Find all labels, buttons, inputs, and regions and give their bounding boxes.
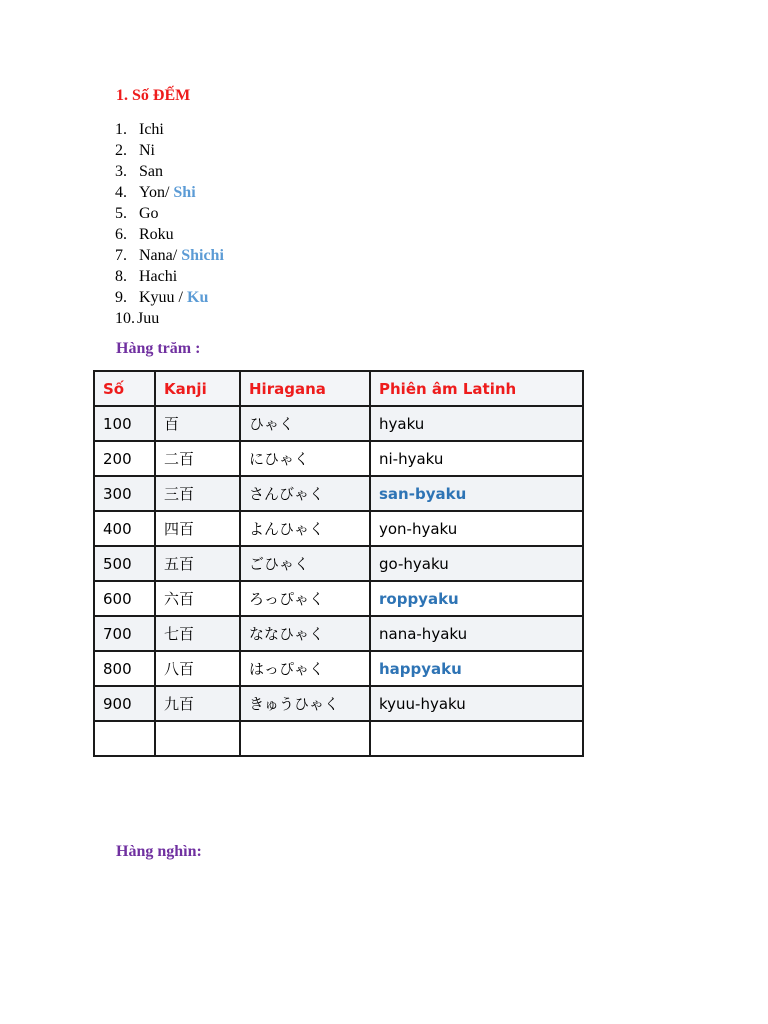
cell-hiragana: ごひゃく: [240, 546, 370, 581]
list-item: [115, 182, 224, 203]
cell-latin: [370, 721, 583, 756]
cell-number: [94, 721, 155, 756]
cell-number: 200: [94, 441, 155, 476]
cell-kanji: 三百: [155, 476, 240, 511]
cell-kanji: 八百: [155, 651, 240, 686]
cell-kanji: 六百: [155, 581, 240, 616]
cell-latin: ni-hyaku: [370, 441, 583, 476]
cell-number: 400: [94, 511, 155, 546]
cell-number: 900: [94, 686, 155, 721]
list-item: [115, 287, 224, 308]
cell-latin: nana-hyaku: [370, 616, 583, 651]
list-text: Kyuu /: [139, 289, 187, 306]
cell-hiragana: ひゃく: [240, 406, 370, 441]
list-text: Ichi: [139, 121, 164, 138]
column-header-kanji: Kanji: [155, 371, 240, 406]
cell-hiragana: はっぴゃく: [240, 651, 370, 686]
section-heading-counting: 1. Số ĐẾM: [116, 87, 191, 104]
cell-kanji: 七百: [155, 616, 240, 651]
cell-kanji: 百: [155, 406, 240, 441]
list-number: 1.: [115, 121, 127, 138]
counting-list: [115, 119, 224, 329]
cell-kanji: 五百: [155, 546, 240, 581]
table-row: [94, 581, 583, 616]
list-text: Yon/: [139, 184, 174, 201]
list-number: 7.: [115, 247, 127, 264]
cell-kanji: 四百: [155, 511, 240, 546]
cell-kanji: 九百: [155, 686, 240, 721]
cell-number: 700: [94, 616, 155, 651]
list-number: 4.: [115, 184, 127, 201]
list-alt-reading: Shichi: [181, 247, 224, 264]
list-number: 2.: [115, 142, 127, 159]
list-alt-reading: Shi: [173, 184, 196, 201]
list-text: Juu: [137, 310, 160, 327]
cell-kanji: [155, 721, 240, 756]
list-item: [115, 224, 224, 245]
table-row: [94, 406, 583, 441]
list-text: Roku: [139, 226, 174, 243]
list-number: 3.: [115, 163, 127, 180]
table-row: [94, 651, 583, 686]
table-row: [94, 546, 583, 581]
cell-number: 100: [94, 406, 155, 441]
table-row: [94, 476, 583, 511]
cell-kanji: 二百: [155, 441, 240, 476]
cell-hiragana: にひゃく: [240, 441, 370, 476]
list-item: [115, 245, 224, 266]
list-item: [115, 140, 224, 161]
cell-number: 500: [94, 546, 155, 581]
cell-latin: kyuu-hyaku: [370, 686, 583, 721]
column-header-hiragana: Hiragana: [240, 371, 370, 406]
cell-latin: yon-hyaku: [370, 511, 583, 546]
cell-latin-highlighted: happyaku: [370, 651, 583, 686]
table-row: [94, 441, 583, 476]
cell-latin-highlighted: roppyaku: [370, 581, 583, 616]
cell-hiragana: さんびゃく: [240, 476, 370, 511]
list-text: Ni: [139, 142, 155, 159]
cell-hiragana: きゅうひゃく: [240, 686, 370, 721]
list-alt-reading: Ku: [187, 289, 209, 306]
section-title-thousands: Hàng nghìn:: [116, 843, 202, 860]
list-item: [115, 266, 224, 287]
list-text: Nana/: [139, 247, 182, 264]
list-text: San: [139, 163, 163, 180]
table-header-row: [94, 371, 583, 406]
list-text: Hachi: [139, 268, 178, 285]
cell-hiragana: よんひゃく: [240, 511, 370, 546]
cell-number: 300: [94, 476, 155, 511]
cell-latin: hyaku: [370, 406, 583, 441]
column-header-number: Số: [94, 371, 155, 406]
cell-hiragana: ななひゃく: [240, 616, 370, 651]
cell-number: 600: [94, 581, 155, 616]
list-text: Go: [139, 205, 159, 222]
list-number: 8.: [115, 268, 127, 285]
cell-number: 800: [94, 651, 155, 686]
cell-latin-highlighted: san-byaku: [370, 476, 583, 511]
table-row: [94, 511, 583, 546]
hundreds-table: [93, 370, 584, 757]
table-row: [94, 686, 583, 721]
list-item: [115, 161, 224, 182]
column-header-latin: Phiên âm Latinh: [370, 371, 583, 406]
list-number: 10.: [115, 310, 135, 327]
cell-hiragana: ろっぴゃく: [240, 581, 370, 616]
list-number: 5.: [115, 205, 127, 222]
list-item: [115, 308, 224, 329]
list-number: 9.: [115, 289, 127, 306]
list-item: [115, 203, 224, 224]
table-row: [94, 616, 583, 651]
section-title-hundreds: Hàng trăm :: [116, 340, 201, 357]
list-number: 6.: [115, 226, 127, 243]
cell-latin: go-hyaku: [370, 546, 583, 581]
list-item: [115, 119, 224, 140]
table-row-empty: [94, 721, 583, 756]
cell-hiragana: [240, 721, 370, 756]
